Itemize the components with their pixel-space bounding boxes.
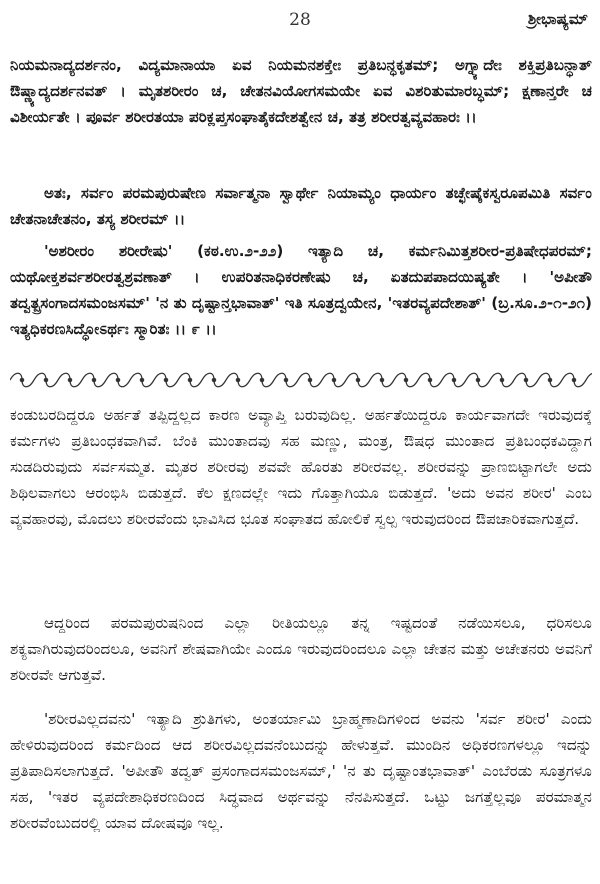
ornament-dot	[92, 378, 95, 381]
ornament-scroll	[586, 373, 592, 387]
ornament-dot	[68, 378, 71, 381]
page-number: 28	[289, 10, 311, 30]
running-title: ಶ್ರೀಭಾಷ್ಯಮ್	[527, 10, 588, 28]
sanskrit-paragraph-2	[10, 180, 592, 232]
kannada-text-1: ಕಂಡುಬರದಿದ್ದರೂ ಅರ್ಹತೆ ತಪ್ಪಿದ್ದಲ್ಲದ ಕಾರಣ ಅವ್ಯಾಪ್ತಿ ಬರುವುದಿಲ್ಲ. ಅರ್ಹತೆಯಿದ್ದರೂ ಕಾರ್ಯವಾಗದೇ ಇರುವುದಕ್ಕೆ ಕರ್ಮಗಳು ಪ್ರತಿಬಂಧಕವಾಗಿವೆ. ಬೆಂಕಿ ಮುಂತಾದವು ಸಹ ಮಣ್ಣು, ಮಂತ್ರ, ಔಷಧ ಮುಂತಾದ ಪ್ರತಿಬಂಧಕವಿದ್ದಾಗ ಸುಡದಿರುವುದು ಸರ್ವಸಮ್ಮತ. ಮೃತರ ಶರೀರವು ಶವವೇ ಹೊರತು ಶರೀರವಲ್ಲ. ಶರೀರವನ್ನು ಪ್ರಾಣಬಿಟ್ಟಾಗಲೇ ಅದು ಶಿಥಿಲವಾಗಲು ಆರಂಭಿಸಿ ಬಿಡುತ್ತದೆ. ಕೆಲ ಕ್ಷಣದಲ್ಲೇ ಇದು ಗೊತ್ತಾಗಿಯೂ ಬಿಡುತ್ತದೆ. 'ಅದು ಅವನ ಶರೀರ' ಎಂಬ ವ್ಯವಹಾರವು, ಮೊದಲು ಶರೀರವೆಂದು ಭಾವಿಸಿದ ಭೂತ ಸಂಘಾತದ ಹೋಲಿಕೆ ಸ್ವಲ್ಪ ಇರುವುದರಿಂದ ಔಪಚಾರಿಕವಾಗುತ್ತದೆ.	[10, 406, 592, 528]
ornament-dot	[404, 378, 407, 381]
sanskrit-text-1: ನಿಯಮನಾದ್ಯದರ್ಶನಂ, ವಿದ್ಯಮಾನಾಯಾ ಏವ ನಿಯಮನಶಕ್ತೇಃ ಪ್ರತಿಬನ್ಧಕೃತಮ್; ಅಗ್ನ್ಯಾದೇಃ ಶಕ್ತಿಪ್ರತಿಬನ್ಧಾತ್ ಔಷ್ಣ್ಯಾದ್ಯದರ್ಶನವತ್ । ಮೃತಶರೀರಂ ಚ, ಚೇತನವಿಯೋಗಸಮಯೇ ಏವ ವಿಶರಿತುಮಾರಬ್ಧಮ್; ಕ್ಷಣಾನ್ತರೇ ಚ ವಿಶೀರ್ಯತೇ । ಪೂರ್ವ ಶರೀರತಯಾ ಪರಿಕ್ಲಪ್ತಸಂಘಾತೈಕದೇಶತ್ವೇನ ಚ, ತತ್ರ ಶರೀರತ್ವವ್ಯವಹಾರಃ ।।	[10, 56, 592, 126]
sanskrit-paragraph-1	[10, 52, 592, 130]
ornament-dot	[140, 378, 143, 381]
kannada-paragraph-2	[10, 610, 592, 688]
ornament-dot	[212, 378, 215, 381]
ornament-dot	[548, 378, 551, 381]
ornament-dot	[332, 378, 335, 381]
ornament-dot	[428, 378, 431, 381]
ornament-dot	[452, 378, 455, 381]
ornament-dot	[20, 378, 23, 381]
ornamental-divider	[10, 369, 592, 391]
kannada-paragraph-3	[10, 706, 592, 836]
page-header	[0, 6, 600, 34]
ornament-dot	[236, 378, 239, 381]
ornament-dot	[500, 378, 503, 381]
ornament-dot	[356, 378, 359, 381]
kannada-text-3: 'ಶರೀರವಿಲ್ಲದವನು' ಇತ್ಯಾದಿ ಶ್ರುತಿಗಳು, ಅಂತರ್ಯಾಮಿ ಬ್ರಾಹ್ಮಣಾದಿಗಳಿಂದ ಅವನು 'ಸರ್ವ ಶರೀರ' ಎಂದು ಹೇಳಿರುವುದರಿಂದ ಕರ್ಮದಿಂದ ಆದ ಶರೀರವಿಲ್ಲದವನೆಂಬುದನ್ನು ಹೇಳುತ್ತವೆ. ಮುಂದಿನ ಅಧಿಕರಣಗಳಲ್ಲೂ ಇದನ್ನು ಪ್ರತಿಪಾದಿಸಲಾಗುತ್ತದೆ. 'ಅಪೀತೌ ತದ್ವತ್ ಪ್ರಸಂಗಾದಸಮಂಜಸಮ್,' 'ನ ತು ದೃಷ್ಟಾಂತಭಾವಾತ್' ಎಂಬೆರಡು ಸೂತ್ರಗಳೂ ಸಹ, 'ಇತರ ವ್ಯಪದೇಶಾಧಿಕರಣದಿಂದ ಸಿದ್ಧವಾದ ಅರ್ಥವನ್ನು ನೆನಪಿಸುತ್ತದೆ. ಒಟ್ಟು ಜಗತ್ತೆಲ್ಲವೂ ಪರಮಾತ್ಮನ ಶರೀರವೆಂಬುದರಲ್ಲಿ ಯಾವ ದೋಷವೂ ಇಲ್ಲ.	[10, 710, 592, 832]
ornament-dot	[380, 378, 383, 381]
ornament-dot	[308, 378, 311, 381]
ornament-dot	[572, 378, 575, 381]
ornament-dot	[524, 378, 527, 381]
ornament-dot	[284, 378, 287, 381]
sanskrit-paragraph-3	[10, 238, 592, 342]
sanskrit-text-3: 'ಅಶರೀರಂ ಶರೀರೇಷು' (ಕಠ.ಉ.೨-೨೨) ಇತ್ಯಾದಿ ಚ, ಕರ್ಮನಿಮಿತ್ತಶರೀರ-ಪ್ರತಿಷೇಧಪರಮ್; ಯಥೋಕ್ತಶರ್ವಶರೀರತ್ವಶ್ರವಣಾತ್ । ಉಪರಿತನಾಧಿಕರಣೇಷು ಚ, ಏತದುಪಪಾದಯಿಷ್ಯತೇ । 'ಅಪೀತೌ ತದ್ವತ್ಪ್ರಸಂಗಾದಸಮಂಜಸಮ್' 'ನ ತು ದೃಷ್ಟಾನ್ತಭಾವಾತ್' ಇತಿ ಸೂತ್ರದ್ವಯೇನ, 'ಇತರವ್ಯಪದೇಶಾತ್' (ಬ್ರ.ಸೂ.೨-೧-೨೧) ಇತ್ಯಧಿಕರಣಸಿದ್ಧೋಽರ್ಥಃ ಸ್ಮಾರಿತಃ ।। ೯ ।।	[10, 242, 592, 338]
ornament-dot	[260, 378, 263, 381]
ornament-dot	[164, 378, 167, 381]
ornament-dot	[188, 378, 191, 381]
ornament-dot	[116, 378, 119, 381]
kannada-paragraph-1	[10, 402, 592, 532]
kannada-text-2: ಆದ್ದರಿಂದ ಪರಮಪುರುಷನಿಂದ ಎಲ್ಲಾ ರೀತಿಯಲ್ಲೂ ತನ್ನ ಇಷ್ಟದಂತೆ ನಡೆಯಿಸಲೂ, ಧರಿಸಲೂ ಶಕ್ಯವಾಗಿರುವುದರಿಂದಲೂ, ಅವನಿಗೆ ಶೇಷವಾಗಿಯೇ ಎಂದೂ ಇರುವುದರಿಂದಲೂ ಎಲ್ಲಾ ಚೇತನ ಮತ್ತು ಅಚೇತನರು ಅವನಿಗೆ ಶರೀರವೇ ಆಗುತ್ತವೆ.	[10, 614, 592, 684]
ornament-dot	[44, 378, 47, 381]
ornament-dot	[476, 378, 479, 381]
sanskrit-text-2: ಅತಃ, ಸರ್ವಂ ಪರಮಪುರುಷೇಣ ಸರ್ವಾತ್ಮನಾ ಸ್ವಾರ್ಥೇ ನಿಯಾಮ್ಯಂ ಧಾರ್ಯಂ ತಚ್ಛೇಷೈಕಸ್ವರೂಪಮಿತಿ ಸರ್ವಂ ಚೇತನಾಚೇತನಂ, ತಸ್ಯ ಶರೀರಮ್ ।।	[10, 184, 592, 228]
